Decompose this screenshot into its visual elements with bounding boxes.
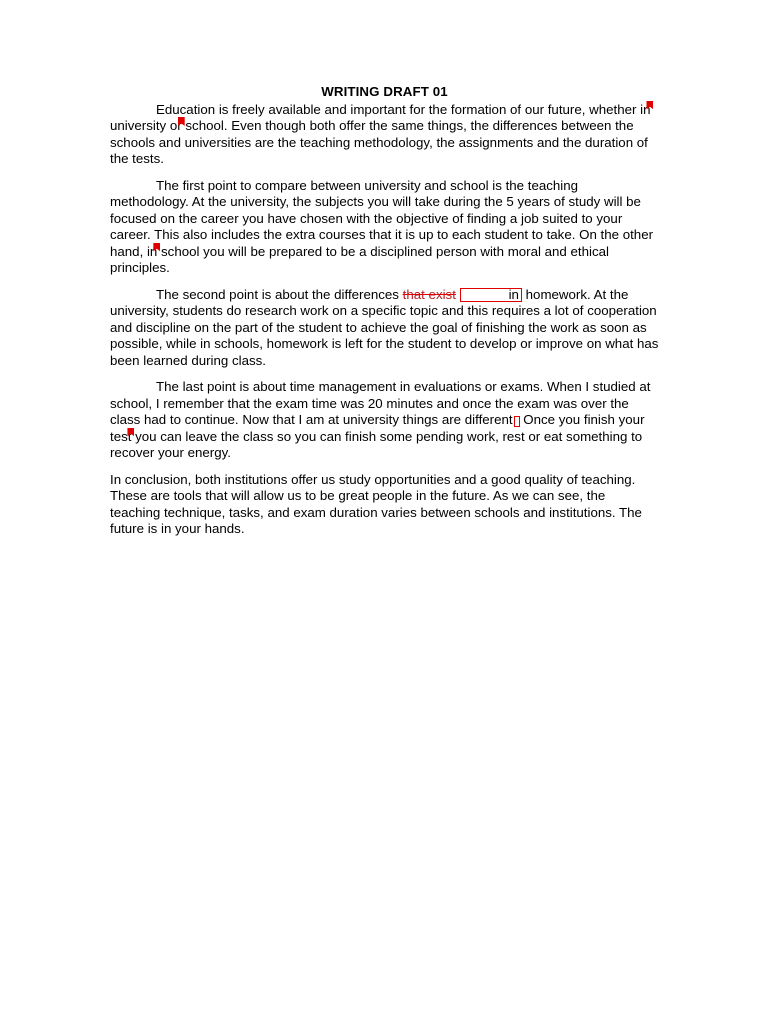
paragraph-text: homework. At the university, students do research work on a specific topic and this requires a lot of cooperation and discipline on the part of the student to achieve the goal of finishing the work as soon as possible, while in schools, homework is left for the student to develop or improve on what has been learned during class. [110, 286, 659, 368]
paragraph-text: The last point is about time management in evaluations or exams. When I studied at school, I remember that the exam time was 20 minutes and once the exam was over the class had to continue. Now that I am at university things are different [110, 379, 651, 427]
paragraph-text: Once you finish your test [110, 412, 645, 444]
paragraph-conclusion: In conclusion, both institutions offer us study opportunities and a good quality of teaching. These are tools that will allow us to be great people in the future. As we can see, the teaching technique, tasks, and exam duration varies between schools and institutions. The future is in your hands. [110, 471, 642, 536]
document-title: WRITING DRAFT 01 [321, 84, 448, 99]
document-page [110, 84, 659, 548]
inserted-word-box[interactable]: in [460, 288, 522, 302]
paragraph-text: Education is freely available and important for the formation of our future, whether in [156, 101, 651, 117]
paragraph-text: school. Even though both offer the same things, the differences between the schools and universities are the teaching methodology, the assignments and the duration of the tests. [110, 118, 648, 166]
insertion-caret-icon[interactable] [514, 416, 520, 427]
strikethrough-deletion[interactable]: that exist [402, 286, 456, 302]
paragraph-text: university or [110, 118, 182, 133]
paragraph-text: The second point is about the differences [156, 286, 399, 302]
paragraph-methodology [110, 178, 659, 277]
paragraph-homework [110, 287, 659, 370]
paragraph-text: The first point to compare between university and school is the teaching methodology. At the university, the subjects you will take during the 5 years of study will be focused on the career you have chosen with the objective of finding a job suited to your career. This also includes the extra courses that it is up to each student to take. On the other hand, in [110, 177, 654, 259]
paragraph-text: you can leave the class so you can finish some pending work, rest or eat something to recover your energy. [110, 428, 643, 460]
paragraph-intro [110, 102, 659, 168]
paragraph-time-management [110, 379, 659, 462]
paragraph-text: school you will be prepared to be a disciplined person with moral and ethical principles. [110, 243, 609, 275]
